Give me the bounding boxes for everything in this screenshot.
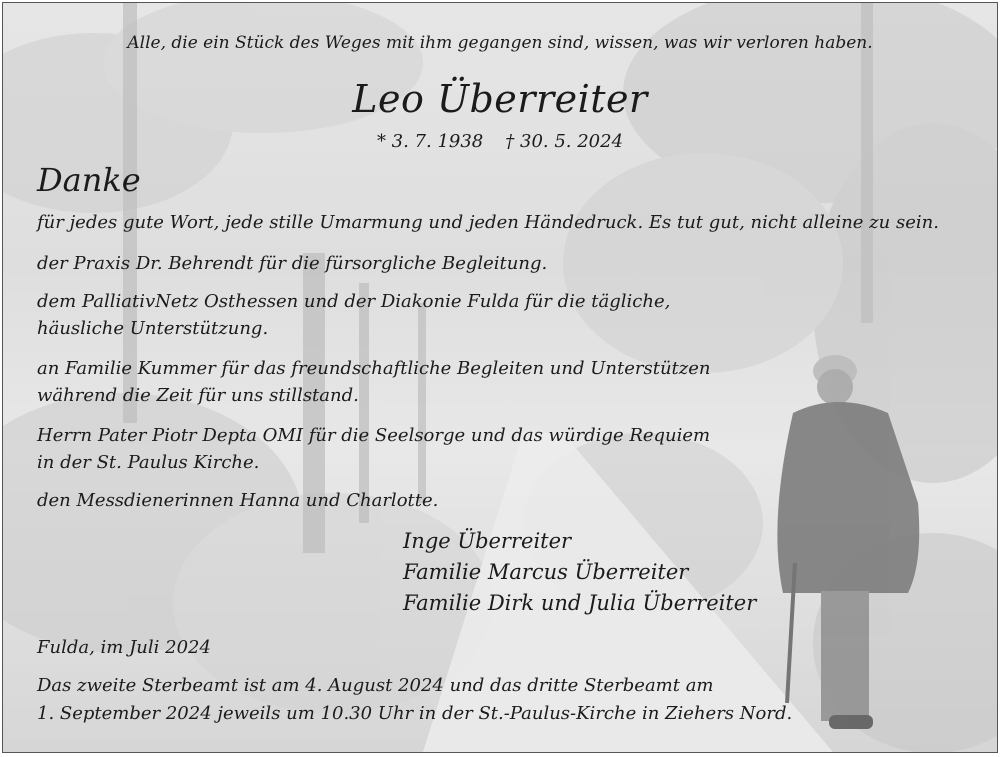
thanks-line: dem PalliativNetz Osthessen und der Diakonie Fulda für die tägliche, [37, 291, 671, 312]
signature-line: Familie Marcus Überreiter [403, 560, 689, 584]
thanks-line: an Familie Kummer für das freundschaftliche Begleiten und Unterstützen [37, 358, 711, 379]
thanks-line: für jedes gute Wort, jede stille Umarmung und jeden Händedruck. Es tut gut, nicht alleine zu sein. [37, 212, 939, 233]
thanks-line: häusliche Unterstützung. [37, 318, 269, 339]
death-date: † 30. 5. 2024 [505, 131, 624, 152]
signature-line: Inge Überreiter [403, 529, 572, 553]
deceased-name: Leo Überreiter [352, 77, 648, 121]
life-dates [3, 131, 997, 152]
place-date: Fulda, im Juli 2024 [37, 637, 211, 658]
thanks-line: in der St. Paulus Kirche. [37, 452, 260, 473]
footer-line: Das zweite Sterbeamt ist am 4. August 2024 und das dritte Sterbeamt am [37, 675, 714, 696]
thanks-line: der Praxis Dr. Behrendt für die fürsorgliche Begleitung. [37, 253, 548, 274]
birth-date: * 3. 7. 1938 [376, 131, 484, 152]
thanks-line: den Messdienerinnen Hanna und Charlotte. [37, 490, 439, 511]
thanks-heading: Danke [37, 161, 141, 199]
obituary-card [2, 2, 998, 753]
thanks-line: während die Zeit für uns stillstand. [37, 385, 359, 406]
footer-line: 1. September 2024 jeweils um 10.30 Uhr in der St.-Paulus-Kirche in Ziehers Nord. [37, 703, 793, 724]
signature-line: Familie Dirk und Julia Überreiter [403, 591, 757, 615]
motto-quote: Alle, die ein Stück des Weges mit ihm gegangen sind, wissen, was wir verloren haben. [127, 33, 873, 53]
thanks-line: Herrn Pater Piotr Depta OMI für die Seelsorge und das würdige Requiem [37, 425, 711, 446]
